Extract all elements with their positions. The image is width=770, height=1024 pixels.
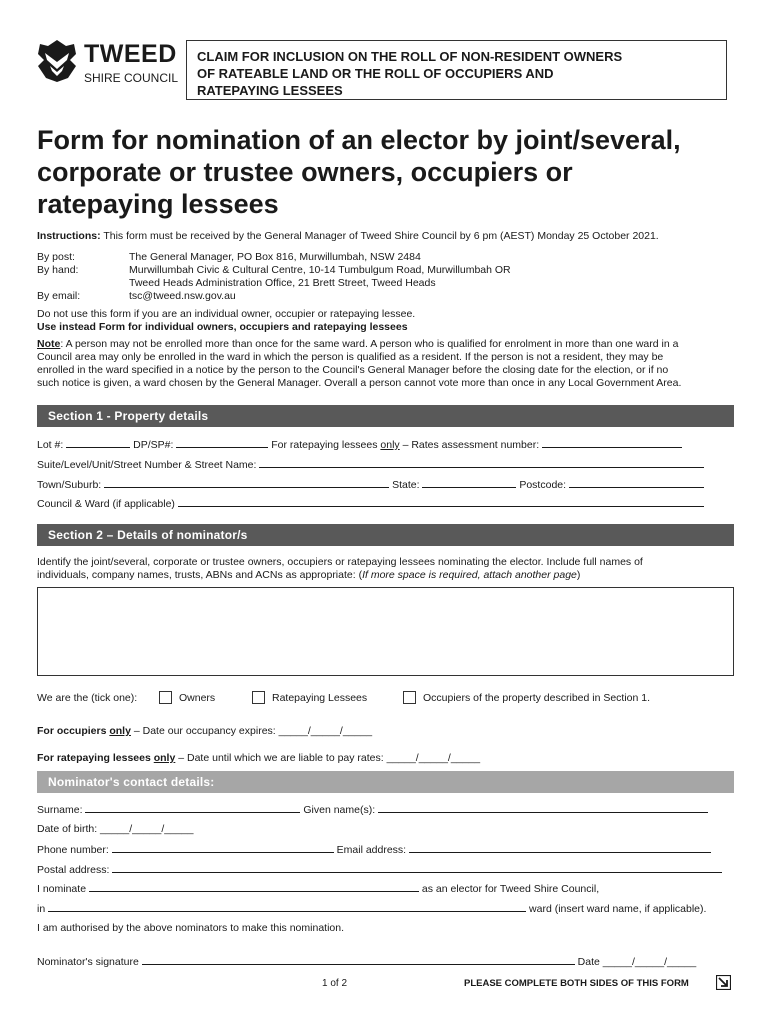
authorised-text: I am authorised by the above nominators to make this nomination.	[37, 922, 345, 934]
complete-both-sides-note: PLEASE COMPLETE BOTH SIDES OF THIS FORM	[464, 978, 689, 989]
by-post-row	[37, 251, 421, 264]
tweed-logo-icon	[36, 38, 78, 84]
lessee-liability-field[interactable]: – Date until which we are liable to pay rates: _____/_____/_____	[175, 752, 481, 764]
phone-field[interactable]	[112, 843, 334, 853]
by-hand-value-2: Tweed Heads Administration Office, 21 Brett Street, Tweed Heads	[129, 277, 436, 289]
rates-only: only	[380, 439, 400, 451]
by-email-row	[37, 290, 236, 303]
postcode-field[interactable]	[569, 478, 704, 488]
signature-field[interactable]	[142, 955, 575, 965]
surname-field[interactable]	[85, 803, 300, 813]
claim-heading-line: OF RATEABLE LAND OR THE ROLL OF OCCUPIERS AND	[197, 66, 554, 81]
signature-row: Nominator's signature Date _____/_____/_____	[37, 956, 697, 968]
signature-date-field[interactable]: Date _____/_____/_____	[577, 956, 697, 968]
claim-heading-line: RATEPAYING LESSEES	[197, 83, 343, 98]
dob-field[interactable]: Date of birth: _____/_____/_____	[37, 823, 194, 835]
by-post-label: By post:	[37, 251, 75, 263]
by-hand-row	[37, 264, 511, 277]
by-email-value[interactable]: tsc@tweed.nsw.gov.au	[129, 290, 236, 302]
nominate-row: I nominate as an elector for Tweed Shire Council,	[37, 883, 600, 895]
council-ward-field[interactable]	[178, 497, 704, 507]
given-names-field[interactable]	[378, 803, 708, 813]
ward-field[interactable]	[48, 902, 526, 912]
lot-field[interactable]	[66, 438, 130, 448]
postal-row: Postal address:	[37, 863, 722, 876]
rates-post: – Rates assessment number:	[399, 439, 540, 451]
instructions-body: This form must be received by the General Manager of Tweed Shire Council by 6 pm (AEST) Monday 25 October 2021.	[100, 230, 659, 242]
lessees-date-row: For ratepaying lessees only – Date until which we are liable to pay rates: _____/_____/_____	[37, 752, 481, 764]
section2-desc-2: individuals, company names, trusts, ABNs and ACNs as appropriate: (If more space is required, attach another page)	[37, 569, 581, 581]
phone-email-row: Phone number: Email address:	[37, 843, 711, 856]
occupiers-checkbox[interactable]	[403, 691, 416, 704]
tick-row	[37, 692, 137, 704]
section2-header: Section 2 – Details of nominator/s	[37, 524, 734, 546]
state-label: State:	[392, 479, 420, 491]
nominee-field[interactable]	[89, 882, 419, 892]
note-line: Council area may only be enrolled in the ward in which the person is qualified as a resident. If the person is not a resident, they may be	[37, 351, 664, 363]
note-line: : A person may not be enrolled more than once for the same ward. A person who is qualified for enrolment in more than one ward in a	[60, 338, 679, 350]
contact-details-header: Nominator's contact details:	[37, 771, 734, 793]
use-instead-text: Use instead Form for individual owners, occupiers and ratepaying lessees	[37, 321, 408, 333]
occupiers-option-label: Occupiers of the property described in Section 1.	[423, 692, 651, 704]
note-line: such notice is given, a ward chosen by the General Manager. Overall a person cannot vote more than once in any Local Government Area.	[37, 377, 682, 389]
section1-header: Section 1 - Property details	[37, 405, 734, 427]
council-logo	[36, 38, 179, 88]
lot-dp-rates-row	[37, 438, 682, 451]
state-field[interactable]	[422, 478, 516, 488]
note-line: enrolled in the ward specified in a notice by the person to the Council's General Manager before the closing date for the election, or if no	[37, 364, 669, 376]
lessees-checkbox[interactable]	[252, 691, 265, 704]
lessees-option-label: Ratepaying Lessees	[272, 692, 368, 704]
instructions-label: Instructions:	[37, 230, 101, 242]
page-number: 1 of 2	[322, 978, 348, 989]
tick-label: We are the (tick one):	[37, 692, 138, 704]
ward-row: in ward (insert ward name, if applicable).	[37, 903, 707, 915]
rates-assessment-field[interactable]	[542, 438, 682, 448]
dp-field[interactable]	[176, 438, 268, 448]
postcode-label: Postcode:	[519, 479, 567, 491]
next-page-arrow-icon	[716, 975, 731, 990]
instructions-text	[37, 230, 659, 243]
street-label: Suite/Level/Unit/Street Number & Street Name:	[37, 459, 257, 471]
by-hand-row-2	[37, 277, 436, 290]
lot-label: Lot #:	[37, 439, 64, 451]
postal-address-field[interactable]	[112, 863, 722, 873]
form-title-line: Form for nomination of an elector by joint/several,	[37, 125, 681, 155]
council-ward-label: Council & Ward (if applicable)	[37, 498, 175, 510]
note-paragraph	[37, 338, 737, 390]
logo-brand-text: TWEED	[84, 40, 177, 68]
email-field[interactable]	[409, 843, 711, 853]
claim-heading-line: CLAIM FOR INCLUSION ON THE ROLL OF NON-RESIDENT OWNERS	[197, 49, 623, 64]
owners-checkbox[interactable]	[159, 691, 172, 704]
surname-row: Surname: Given name(s):	[37, 803, 708, 816]
town-field[interactable]	[104, 478, 389, 488]
council-ward-row	[37, 497, 704, 510]
town-row	[37, 478, 704, 491]
claim-heading-box	[186, 40, 727, 100]
occupiers-date-row: For occupiers only – Date our occupancy expires: _____/_____/_____	[37, 725, 373, 737]
street-row	[37, 458, 704, 471]
section2-desc-1: Identify the joint/several, corporate or trustee owners, occupiers or ratepaying lessees nominating the elector. Include full names of	[37, 556, 643, 568]
by-hand-value: Murwillumbah Civic & Cultural Centre, 10-14 Tumbulgum Road, Murwillumbah OR	[129, 264, 511, 276]
do-not-use-text: Do not use this form if you are an individual owner, occupier or ratepaying lessee.	[37, 308, 416, 320]
form-title-line: ratepaying lessees	[37, 189, 279, 219]
rates-pre: For ratepaying lessees	[271, 439, 381, 451]
form-title-line: corporate or trustee owners, occupiers or	[37, 157, 573, 187]
owners-option-label: Owners	[179, 692, 216, 704]
form-title	[37, 124, 737, 220]
occupancy-expiry-field[interactable]: – Date our occupancy expires: _____/_____/_____	[130, 725, 373, 737]
by-email-label: By email:	[37, 290, 81, 302]
street-field[interactable]	[259, 458, 704, 468]
by-post-value: The General Manager, PO Box 816, Murwillumbah, NSW 2484	[129, 251, 421, 263]
town-label: Town/Suburb:	[37, 479, 102, 491]
nominators-textarea[interactable]	[37, 587, 734, 676]
by-hand-label: By hand:	[37, 264, 79, 276]
logo-subtitle-text: SHIRE COUNCIL	[84, 71, 179, 85]
note-label: Note	[37, 338, 61, 350]
dp-label: DP/SP#:	[133, 439, 174, 451]
